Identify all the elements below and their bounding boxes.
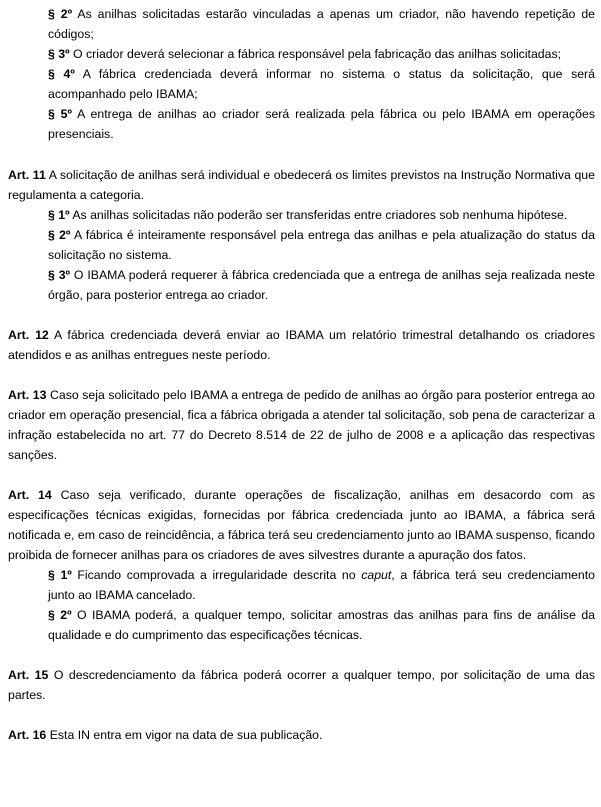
paragraph-3: [48, 44, 595, 64]
paragraph-text: A fábrica credenciada deverá informar no sistema o status da solicitação, que será acompanhado pelo IBAMA;: [48, 67, 595, 101]
article-13: [8, 385, 595, 465]
paragraph-text: O criador deverá selecionar a fábrica responsável pela fabricação das anilhas solicitadas;: [69, 47, 562, 61]
paragraph-text: O IBAMA poderá, a qualquer tempo, solicitar amostras das anilhas para fins de análise da qualidade e do cumprimento das especificações técnicas.: [48, 608, 596, 642]
article-text: O descredenciamento da fábrica poderá ocorrer a qualquer tempo, por solicitação de uma das partes.: [8, 668, 595, 702]
paragraph-text: A fábrica é inteiramente responsável pela entrega das anilhas e pela atualização do status da solicitação no sistema.: [48, 228, 595, 262]
article-text: Caso seja solicitado pelo IBAMA a entrega de pedido de anilhas ao órgão para posterior entrega ao criador em operação presencial, fica a fábrica obrigada a atender tal solicitação, sob pena de caracterizar a infração estabelecida no art. 77 do Decreto 8.514 de 22 de julho de 2008 e a aplicação das respectivas sanções.: [8, 388, 595, 462]
paragraph-1: [48, 565, 595, 605]
paragraph-label: § 1º: [48, 208, 70, 222]
article-label: Art. 16: [8, 728, 47, 742]
article-label: Art. 13: [8, 388, 47, 402]
paragraph-label: § 2º: [48, 7, 73, 21]
article-14: [8, 485, 595, 565]
paragraph-1: [48, 205, 595, 225]
paragraph-label: § 2º: [48, 228, 71, 242]
article-text: Esta IN entra em vigor na data de sua publicação.: [46, 728, 323, 742]
paragraph-label: § 3º: [48, 268, 71, 282]
paragraph-label: § 3º: [48, 47, 70, 61]
paragraph-5: [48, 104, 595, 144]
paragraph-text: O IBAMA poderá requerer à fábrica credenciada que a entrega de anilhas seja realizada neste órgão, para posterior entrega ao criador.: [48, 268, 595, 302]
paragraph-2: [48, 225, 595, 265]
article-label: Art. 14: [8, 488, 52, 502]
paragraph-text: As anilhas solicitadas estarão vinculadas a apenas um criador, não havendo repetição de códigos;: [48, 7, 595, 41]
article-15: [8, 665, 595, 705]
paragraph-label: § 1º: [48, 568, 72, 582]
article-16: [8, 725, 595, 745]
article-12: [8, 325, 595, 365]
document-body: [8, 0, 595, 745]
article-text: A solicitação de anilhas será individual e obedecerá os limites previstos na Instrução Normativa que regulamenta a categoria.: [8, 168, 595, 202]
article-text: A fábrica credenciada deverá enviar ao IBAMA um relatório trimestral detalhando os criadores atendidos e as anilhas entregues neste período.: [8, 328, 595, 362]
article-text: Caso seja verificado, durante operações de fiscalização, anilhas em desacordo com as especificações técnicas exigidas, fornecidas por fábrica credenciada junto ao IBAMA, a fábrica será notificada e, em caso de reincidência, a fábrica terá seu credenciamento junto ao IBAMA suspenso, ficando proibida de fornecer anilhas para os criadores de aves silvestres durante a apuração dos fatos.: [8, 488, 595, 562]
article-label: Art. 12: [8, 328, 49, 342]
paragraph-label: § 2º: [48, 608, 72, 622]
article-11: [8, 165, 595, 205]
paragraph-2: [48, 0, 595, 44]
paragraph-text: A entrega de anilhas ao criador será realizada pela fábrica ou pelo IBAMA em operações presenciais.: [48, 107, 595, 141]
paragraph-text: Ficando comprovada a irregularidade descrita no caput, a fábrica terá seu credenciamento junto ao IBAMA cancelado.: [48, 568, 595, 602]
paragraph-label: § 5º: [48, 107, 73, 121]
paragraph-text: As anilhas solicitadas não poderão ser transferidas entre criadores sob nenhuma hipótese.: [69, 208, 568, 222]
article-label: Art. 11: [8, 168, 46, 182]
paragraph-3: [48, 265, 595, 305]
paragraph-label: § 4º: [48, 67, 75, 81]
paragraph-2: [48, 605, 595, 645]
article-label: Art. 15: [8, 668, 49, 682]
paragraph-4: [48, 64, 595, 104]
